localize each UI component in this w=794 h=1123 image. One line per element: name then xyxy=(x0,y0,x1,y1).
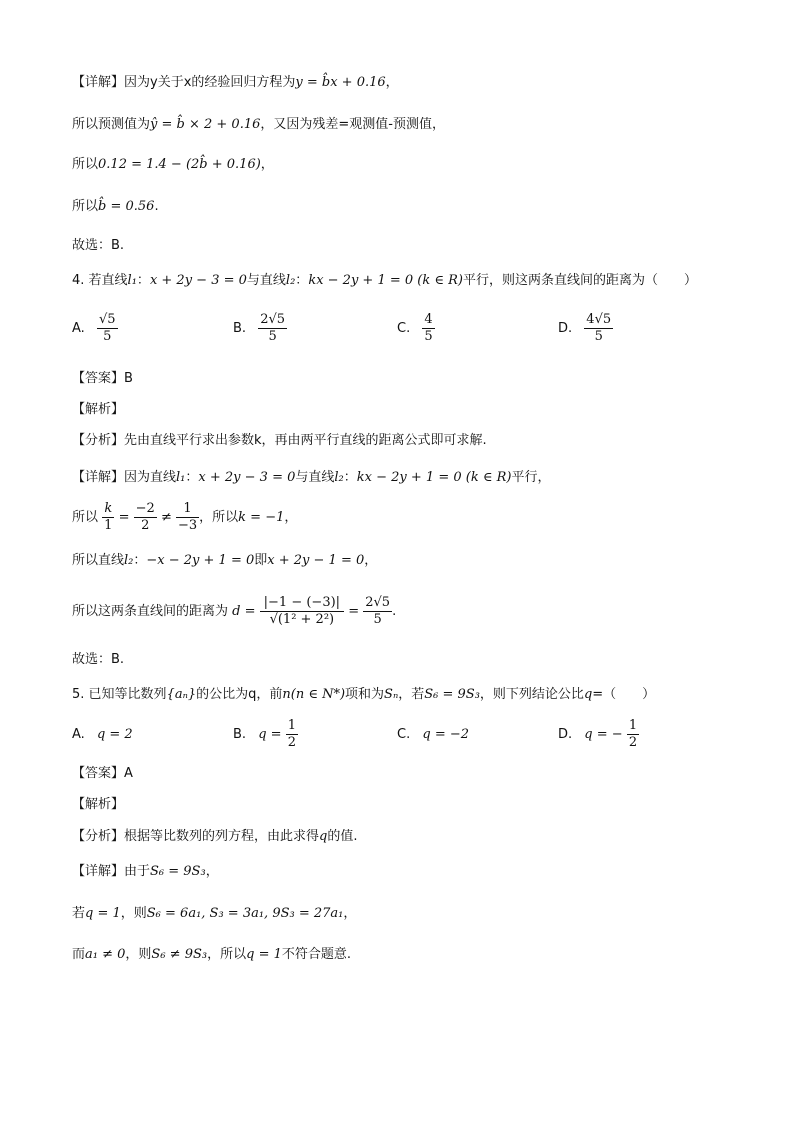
q4-detail-4 xyxy=(72,588,396,636)
punct: ： xyxy=(185,470,199,485)
denominator: 5 xyxy=(103,329,112,344)
detail-text: 的值. xyxy=(327,829,358,844)
q5-text: 的公比为q，前 xyxy=(196,687,283,702)
detail-text: ，则 xyxy=(120,906,147,921)
option-d-prefix: q = − xyxy=(584,727,623,742)
k-value: k = −1 xyxy=(238,510,285,525)
detail-text: ，所以 xyxy=(207,947,247,962)
denominator: 5 xyxy=(424,329,433,344)
q5-text: ，则下列结论公比 xyxy=(479,687,584,702)
numerator: 1 xyxy=(287,718,296,733)
detail-line-4 xyxy=(72,197,159,217)
option-label: B. xyxy=(233,727,247,742)
detail-text: ，则 xyxy=(125,947,152,962)
line-l2-equation: kx − 2y + 1 = 0 (k ∈ R) xyxy=(356,470,512,485)
denominator: 2 xyxy=(628,735,638,750)
denominator: −3 xyxy=(177,518,198,533)
line-l2: l₂ xyxy=(285,273,296,288)
condition: S₆ = 9S₃ xyxy=(424,687,480,702)
q-equals-1: q = 1 xyxy=(246,947,282,962)
q5-detail-3 xyxy=(72,945,351,965)
fraction-k-over-1 xyxy=(102,501,114,534)
line-l1: l₁ xyxy=(176,470,186,485)
numerator: 2√5 xyxy=(365,595,391,610)
line-l1-equation: x + 2y − 3 = 0 xyxy=(149,273,247,288)
numerator: 4 xyxy=(424,312,433,327)
q4-detail-1 xyxy=(72,468,550,488)
fraction-1-over-neg3 xyxy=(176,501,199,534)
line-l2-equation: kx − 2y + 1 = 0 (k ∈ R) xyxy=(308,273,463,288)
q4-detail-2 xyxy=(72,498,297,538)
punct: . xyxy=(392,604,397,619)
detail-text: 所以直线 xyxy=(72,553,125,568)
condition: S₆ = 9S₃ xyxy=(150,864,206,879)
punct: ， xyxy=(343,906,357,921)
numerator: 4√5 xyxy=(586,312,612,327)
punct: ， xyxy=(205,864,219,879)
denominator: 5 xyxy=(594,329,603,344)
detail-line-1 xyxy=(72,73,399,93)
numerator: √5 xyxy=(98,312,116,327)
q4-option-a xyxy=(72,312,118,345)
residual-equation: 0.12 = 1.4 − (2b̂ + 0.16) xyxy=(98,157,261,172)
line-l2-simplified: x + 2y − 1 = 0 xyxy=(267,553,365,568)
detail-line-3 xyxy=(72,155,274,175)
q5-text: ，若 xyxy=(398,687,425,702)
denominator: 5 xyxy=(373,612,382,627)
q4-option-d xyxy=(558,312,613,345)
denominator: 2 xyxy=(287,735,296,750)
punct: ， xyxy=(364,553,378,568)
option-a-value: q = 2 xyxy=(96,727,133,742)
question-4-stem xyxy=(72,271,697,291)
detail-text: 若 xyxy=(72,906,86,921)
q4-fenxi: 【分析】先由直线平行求出参数k，再由两平行直线的距离公式即可求解. xyxy=(72,433,487,448)
q4-text: ： xyxy=(136,273,150,288)
option-label: C. xyxy=(397,321,411,336)
detail-text: 平行， xyxy=(511,470,551,485)
option-label: D. xyxy=(558,321,573,336)
detail-text: 所以 xyxy=(72,199,99,214)
q4-option-c xyxy=(397,312,435,345)
punct: ： xyxy=(133,553,147,568)
distance-fraction xyxy=(260,595,344,628)
punct: ， xyxy=(260,157,274,172)
q4-detail-3 xyxy=(72,551,377,571)
numerator: −2 xyxy=(135,501,155,516)
q5-option-b xyxy=(233,718,298,751)
q4-text: 4. 若直线 xyxy=(72,273,128,288)
numerator: k xyxy=(102,501,114,518)
q5-answer: 【答案】A xyxy=(72,766,133,781)
line-l1-equation: x + 2y − 3 = 0 xyxy=(198,470,296,485)
sum-inequality: S₆ ≠ 9S₃ xyxy=(151,947,208,962)
option-label: A. xyxy=(72,727,85,742)
prediction-equation: ŷ = b̂ × 2 + 0.16 xyxy=(150,117,261,132)
option-b-fraction xyxy=(286,718,298,751)
q5-detail-1 xyxy=(72,862,219,882)
q5-text: 5. 已知等比数列 xyxy=(72,687,167,702)
detail-text: 【分析】根据等比数列的列方程，由此求得 xyxy=(72,829,320,844)
select-line: 故选：B. xyxy=(72,238,125,253)
numerator: |−1 − (−3)| xyxy=(260,595,344,612)
detail-text: 所以这两条直线间的距离为 xyxy=(72,604,229,619)
denominator: 2 xyxy=(141,518,150,533)
q4-analysis-heading: 【解析】 xyxy=(72,402,125,417)
punct: ， xyxy=(284,510,298,525)
q4-option-b xyxy=(233,312,287,345)
ratio-q: q xyxy=(583,687,593,702)
option-d-fraction xyxy=(584,312,613,345)
line-l1: l₁ xyxy=(127,273,137,288)
q5-analysis-heading: 【解析】 xyxy=(72,797,125,812)
denominator: √(1² + 2²) xyxy=(269,612,335,627)
q5-text: =（ ） xyxy=(592,687,656,702)
a1-nonzero: a₁ ≠ 0 xyxy=(85,947,126,962)
q5-fenxi xyxy=(72,827,357,847)
detail-text: 与直线 xyxy=(295,470,335,485)
ratio-q: q xyxy=(319,829,328,844)
numerator: 1 xyxy=(628,718,638,733)
q-equals-1: q = 1 xyxy=(85,906,121,921)
denominator: 5 xyxy=(268,329,277,344)
q4-text: 平行，则这两条直线间的距离为（ ） xyxy=(462,273,697,288)
option-a-fraction xyxy=(97,312,118,345)
denominator: 1 xyxy=(104,518,113,533)
q5-option-d xyxy=(558,718,639,751)
punct: ， xyxy=(385,75,399,90)
question-5-stem xyxy=(72,685,655,705)
detail-text: 【详解】由于 xyxy=(72,864,151,879)
option-c-fraction xyxy=(422,312,434,345)
option-c-value: q = −2 xyxy=(422,727,470,742)
detail-text: 所以预测值为 xyxy=(72,117,151,132)
option-label: B. xyxy=(233,321,247,336)
punct: . xyxy=(154,199,159,214)
detail-text: 【详解】因为直线 xyxy=(72,470,177,485)
option-label: A. xyxy=(72,321,85,336)
numerator: 2√5 xyxy=(260,312,286,327)
option-label: C. xyxy=(397,727,411,742)
q4-text: ： xyxy=(295,273,309,288)
detail-text: 【详解】因为y关于x的经验回归方程为 xyxy=(72,75,296,90)
q4-text: 与直线 xyxy=(246,273,286,288)
fraction-neg2-over-2 xyxy=(134,501,157,534)
b-value: b̂ = 0.56 xyxy=(98,199,155,214)
line-l2-new-equation: −x − 2y + 1 = 0 xyxy=(146,553,255,568)
distance-label: d = xyxy=(232,604,256,619)
sequence-an: {aₙ} xyxy=(166,687,197,702)
distance-result xyxy=(363,595,392,628)
detail-text: 所以 xyxy=(72,510,99,525)
q4-answer: 【答案】B xyxy=(72,371,133,386)
detail-text: 不符合题意. xyxy=(281,947,351,962)
option-b-prefix: q = xyxy=(258,727,282,742)
q5-option-a xyxy=(72,727,133,742)
detail-text: 所以 xyxy=(72,157,99,172)
detail-text: ，又因为残差=观测值-预测值， xyxy=(260,117,445,132)
regression-equation: y = b̂x + 0.16 xyxy=(295,75,386,90)
equals-sign: = xyxy=(118,510,130,525)
option-d-fraction xyxy=(627,718,639,751)
line-l2: l₂ xyxy=(124,553,134,568)
detail-text: ，所以 xyxy=(199,510,239,525)
equals-sign: = xyxy=(348,604,360,619)
numerator: 1 xyxy=(176,501,199,518)
line-l2: l₂ xyxy=(334,470,344,485)
detail-text: 而 xyxy=(72,947,86,962)
sums-equation: S₆ = 6a₁, S₃ = 3a₁, 9S₃ = 27a₁ xyxy=(146,906,344,921)
punct: ： xyxy=(343,470,357,485)
detail-line-2 xyxy=(72,115,445,135)
option-b-fraction xyxy=(258,312,287,345)
q5-option-c xyxy=(397,727,469,742)
not-equal-sign: ≠ xyxy=(160,510,172,525)
q5-detail-2 xyxy=(72,904,356,924)
q4-select: 故选：B. xyxy=(72,652,125,667)
detail-text: 即 xyxy=(254,553,268,568)
n-natural: n(n ∈ N*) xyxy=(282,687,346,702)
q5-text: 项和为 xyxy=(345,687,385,702)
sum-sn: Sₙ xyxy=(384,687,399,702)
option-label: D. xyxy=(558,727,573,742)
